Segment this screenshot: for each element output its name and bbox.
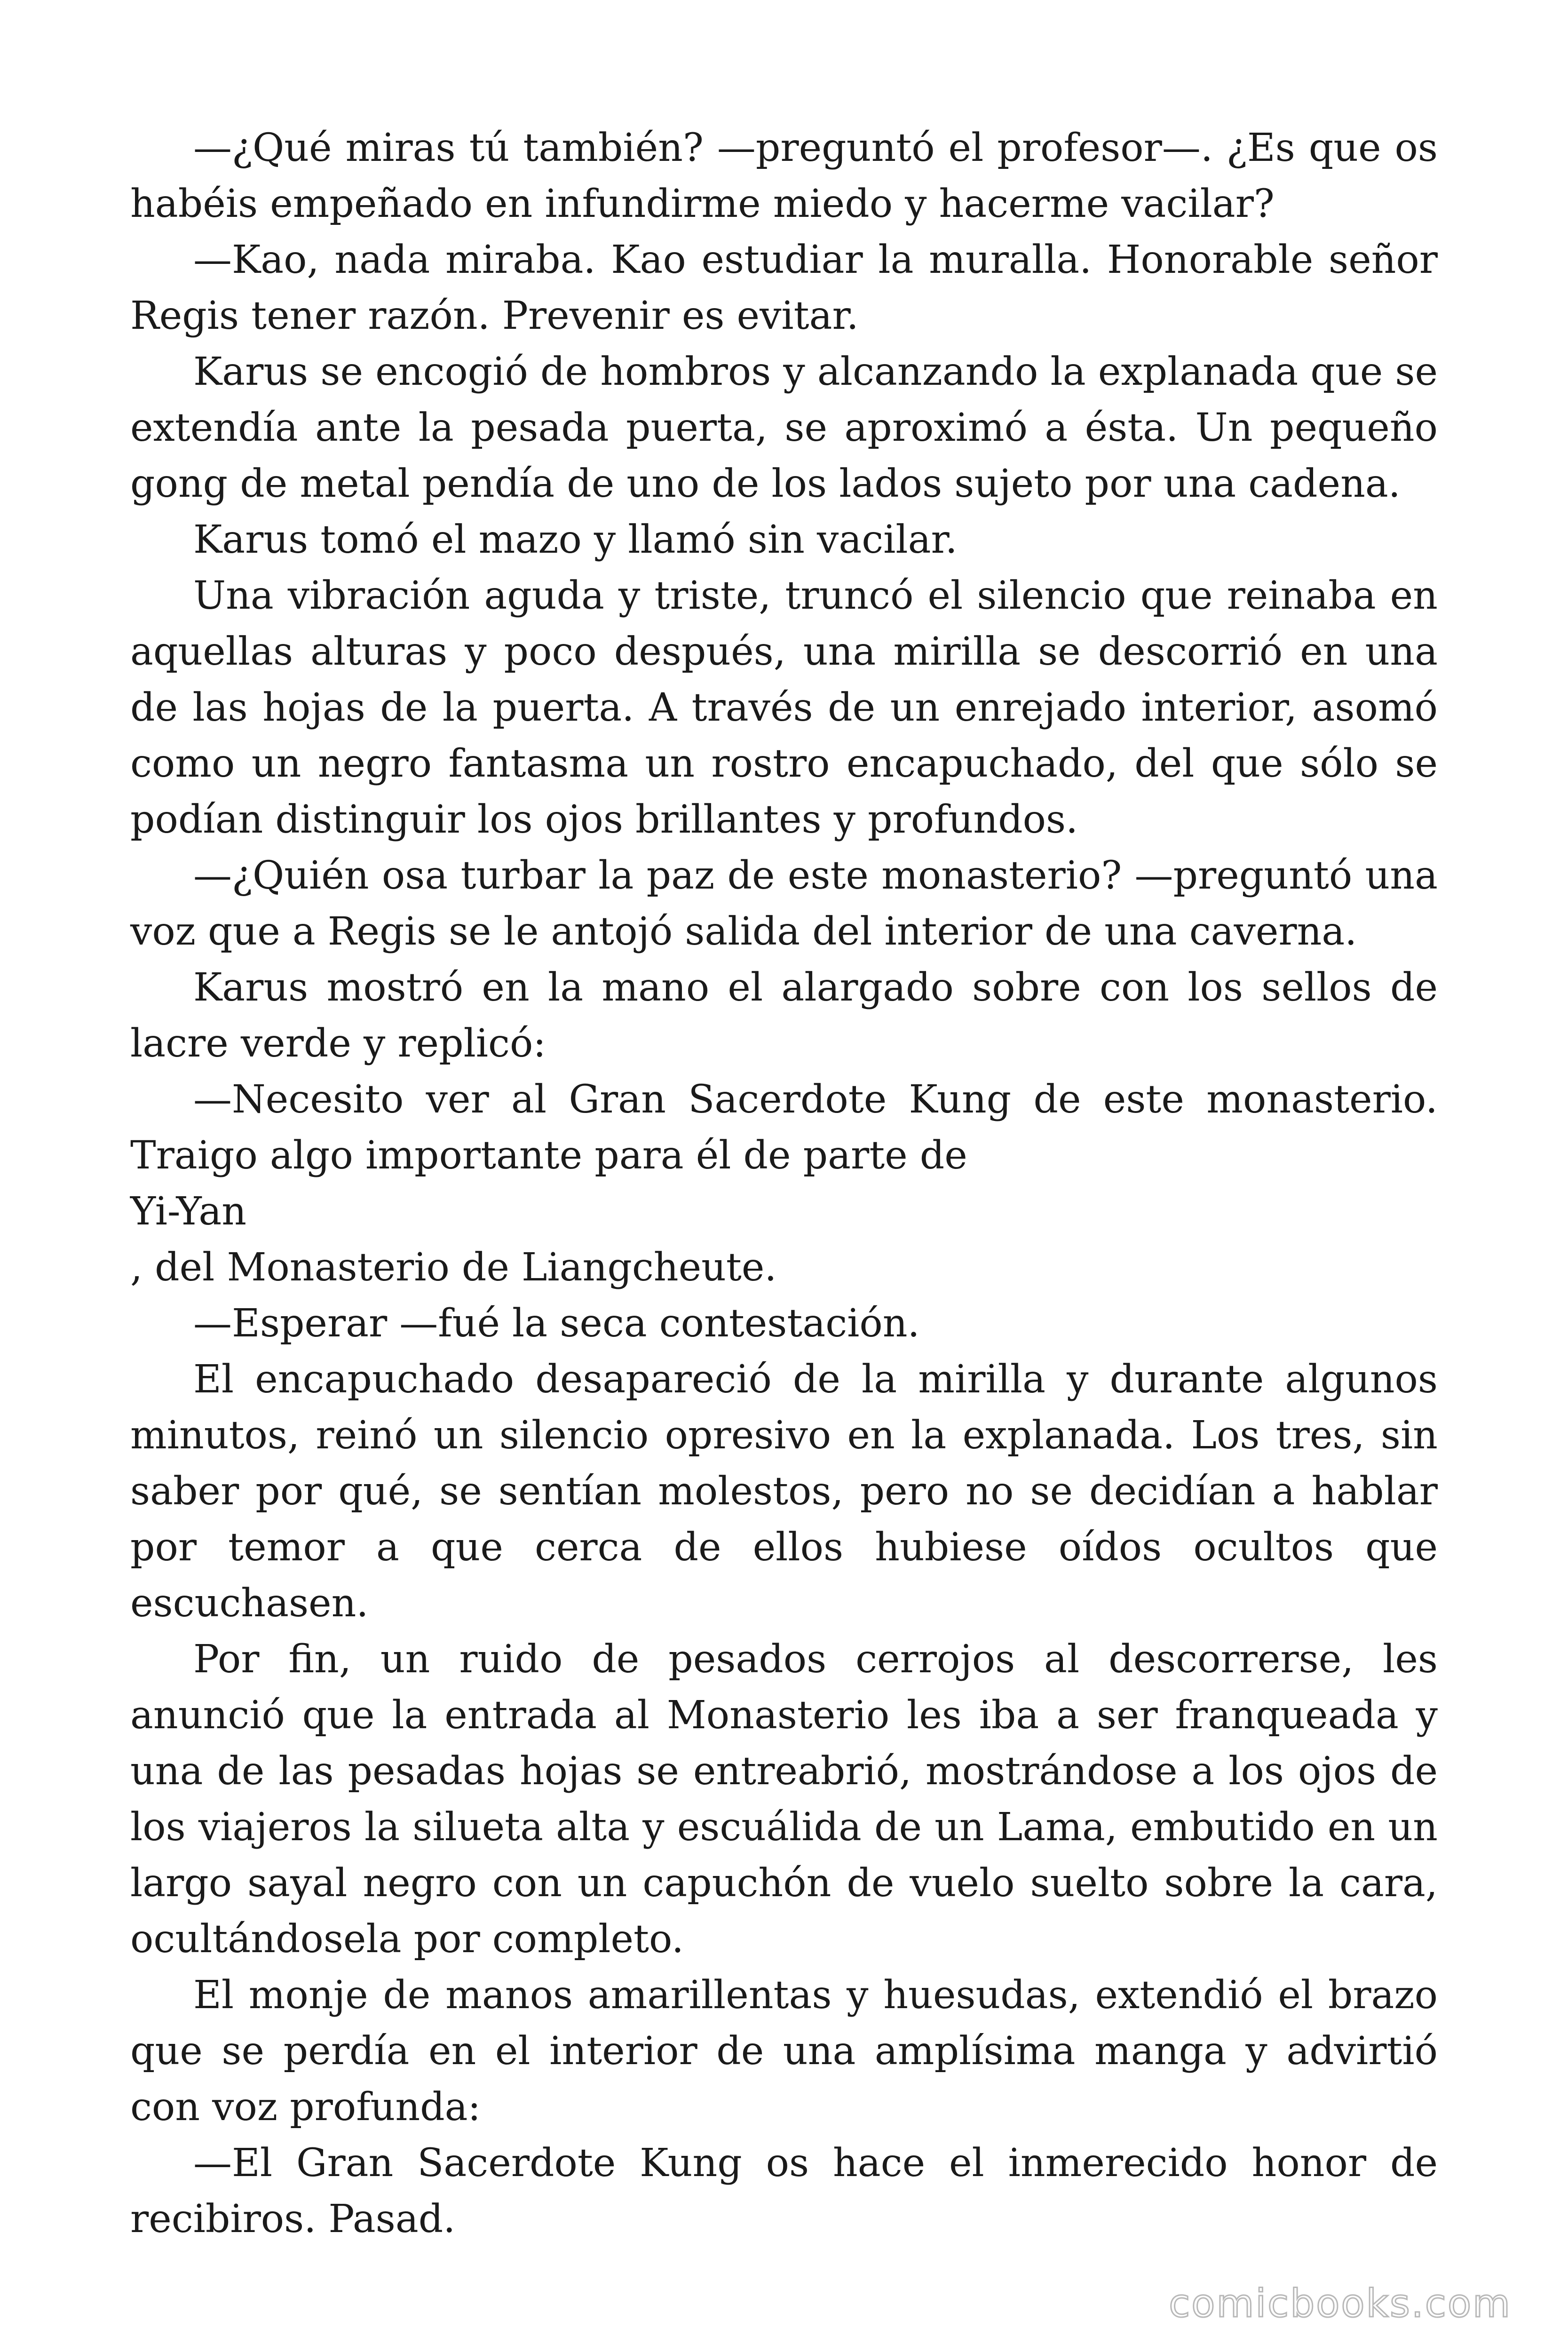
body-text [130, 120, 1438, 2247]
paragraph: Karus mostró en la mano el alargado sobre con los sellos de lacre verde y replicó: [130, 965, 1438, 1066]
paragraph: —El Gran Sacerdote Kung os hace el inmerecido honor de recibiros. Pasad. [130, 2141, 1438, 2241]
paragraph: Una vibración aguda y triste, truncó el silencio que reinaba en aquellas alturas y poco después, una mirilla se descorrió en una de las hojas de la puerta. A través de un enrejado interior, asomó como un negro fantasma un rostro encapuchado, del que sólo se podían distinguir los ojos brillantes y profundos. [130, 573, 1438, 842]
paragraph: El monje de manos amarillentas y huesudas, extendió el brazo que se perdía en el interior de una amplísima manga y advirtió con voz profunda: [130, 1973, 1438, 2130]
paragraph-fragment: , del Monasterio de Liangcheute. [130, 1245, 777, 1290]
paragraph: Karus se encogió de hombros y alcanzando la explanada que se extendía ante la pesada puerta, se aproximó a ésta. Un pequeño gong de metal pendía de uno de los lados sujeto por una cadena. [130, 350, 1438, 506]
paragraph: El encapuchado desapareció de la mirilla y durante algunos minutos, reinó un silencio opresivo en la explanada. Los tres, sin saber por qué, se sentían molestos, pero no se decidían a hablar por temor a que cerca de ellos hubiese oídos ocultos que escuchasen. [130, 1357, 1438, 1626]
paragraph: —Kao, nada miraba. Kao estudiar la muralla. Honorable señor Regis tener razón. Prevenir es evitar. [130, 238, 1438, 338]
paragraph: —Necesito ver al Gran Sacerdote Kung de este monasterio. Traigo algo importante para él de parte de [130, 1077, 1438, 1178]
paragraph-fragment: Yi-Yan [130, 1189, 247, 1234]
paragraph: Por fin, un ruido de pesados cerrojos al descorrerse, les anunció que la entrada al Monasterio les iba a ser franqueada y una de las pesadas hojas se entreabrió, mostrándose a los ojos de los viajeros la silueta alta y escuálida de un Lama, embutido en un largo sayal negro con un capuchón de vuelo suelto sobre la cara, ocultándosela por completo. [130, 1637, 1438, 1962]
paragraph: —¿Qué miras tú también? —preguntó el profesor—. ¿Es que os habéis empeñado en infundirme miedo y hacerme vacilar? [130, 126, 1438, 226]
paragraph: Karus tomó el mazo y llamó sin vacilar. [193, 517, 958, 562]
paragraph: —¿Quién osa turbar la paz de este monasterio? —preguntó una voz que a Regis se le antojó salida del interior de una caverna. [130, 853, 1438, 954]
paragraph: —Esperar —fué la seca contestación. [193, 1301, 920, 1346]
watermark: comicbooks.com [1169, 2281, 1512, 2326]
